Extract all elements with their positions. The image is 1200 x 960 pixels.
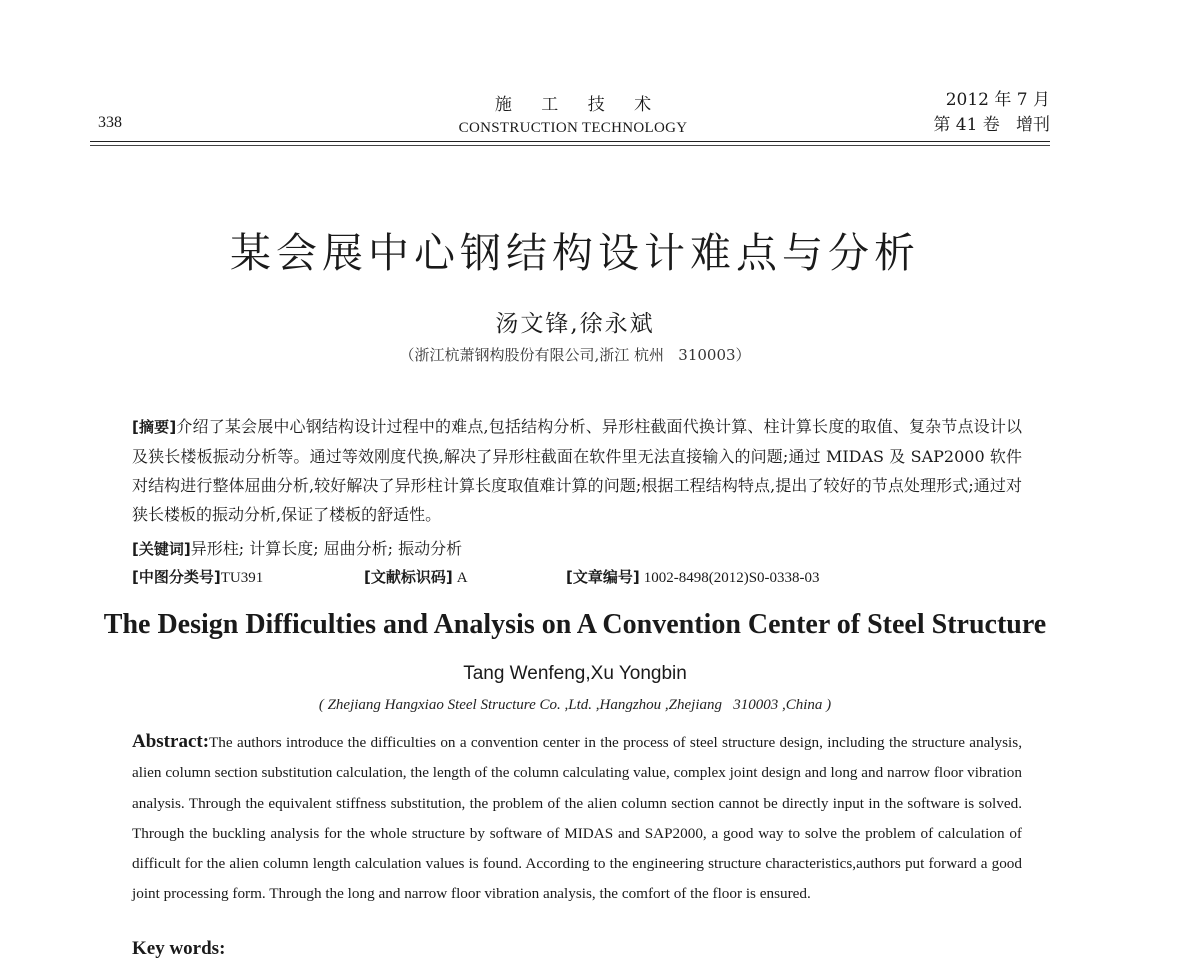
abstract-en-label: Abstract:: [132, 731, 210, 752]
doc-value: A: [456, 570, 468, 586]
keywords-cn: [132, 536, 462, 559]
journal-name: [420, 90, 726, 137]
journal-name-cn: 施 工 技 术: [494, 95, 664, 115]
abstract-en-text: The authors introduce the difficulties on a convention center in the process of steel structure design, including the structure analysis, alien column section substitution calculation, the length of the column calculating value, complex joint design and long and narrow floor vibration analysis. Through the equivalent stiffness substitution, the problem of the alien column section cannot be directly input in the software is solved. Through the buckling analysis for the whole structure by software of MIDAS and SAP2000, a good way to solve the problem of calculation of difficult for the alien column length calculation values is found. According to the engineering structure characteristics,authors put forward a good joint processing form. Through the long and narrow floor vibration analysis, the comfort of the floor is ensured.: [132, 734, 1022, 903]
journal-name-en: CONSTRUCTION TECHNOLOGY: [458, 120, 688, 136]
article-value: 1002-8498(2012)S0-0338-03: [643, 570, 820, 586]
abstract-cn: [132, 412, 1022, 529]
abstract-cn-label: [摘要]: [132, 418, 177, 436]
doc-code: [364, 566, 468, 587]
abstract-en: [132, 727, 1022, 910]
clc-label: [中图分类号]: [132, 568, 221, 586]
header-rule-thick: [90, 141, 1050, 142]
article-title-en: The Design Difficulties and Analysis on A Convention Center of Steel Structure: [103, 609, 1047, 640]
article-label: [文章编号]: [566, 568, 640, 586]
issue-date: 2012 年 7 月: [945, 90, 1050, 110]
authors-en: Tang Wenfeng,Xu Yongbin: [463, 663, 687, 684]
doc-label: [文献标识码]: [364, 568, 453, 586]
header-rule-thin: [90, 145, 1050, 146]
article-code: [566, 566, 820, 587]
affiliation-cn: （浙江杭萧钢构股份有限公司,浙江 杭州 310003）: [399, 346, 751, 364]
keywords-cn-text: 异形柱; 计算长度; 屈曲分析; 振动分析: [190, 539, 463, 558]
keywords-en-label: Key words:: [132, 938, 226, 959]
abstract-cn-text: 介绍了某会展中心钢结构设计过程中的难点,包括结构分析、异形柱截面代换计算、柱计算长度的取值、复杂节点设计以及狭长楼板振动分析等。通过等效刚度代换,解决了异形柱截面在软件里无法直接输入的问题;通过 MIDAS 及 SAP2000 软件对结构进行整体屈曲分析,较好解决了异形柱计算长度取值难计算的问题;根据工程结构特点,提出了较好的节点处理形式;通过对狭长楼板的振动分析,保证了楼板的舒适性。: [132, 417, 1023, 524]
clc-value: TU391: [220, 570, 264, 586]
authors-cn: 汤文锋,徐永斌: [495, 311, 655, 337]
affiliation-en: ( Zhejiang Hangxiao Steel Structure Co. ,Ltd. ,Hangzhou ,Zhejiang 310003 ,China ): [318, 697, 832, 713]
issue-volume: 第 41 卷 增刊: [933, 115, 1050, 135]
article-title-cn: 某会展中心钢结构设计难点与分析: [230, 229, 920, 277]
keywords-cn-label: [关键词]: [132, 540, 191, 558]
page-number: 338: [98, 114, 122, 131]
issue-info: [933, 88, 1050, 138]
clc-code: [132, 566, 263, 587]
